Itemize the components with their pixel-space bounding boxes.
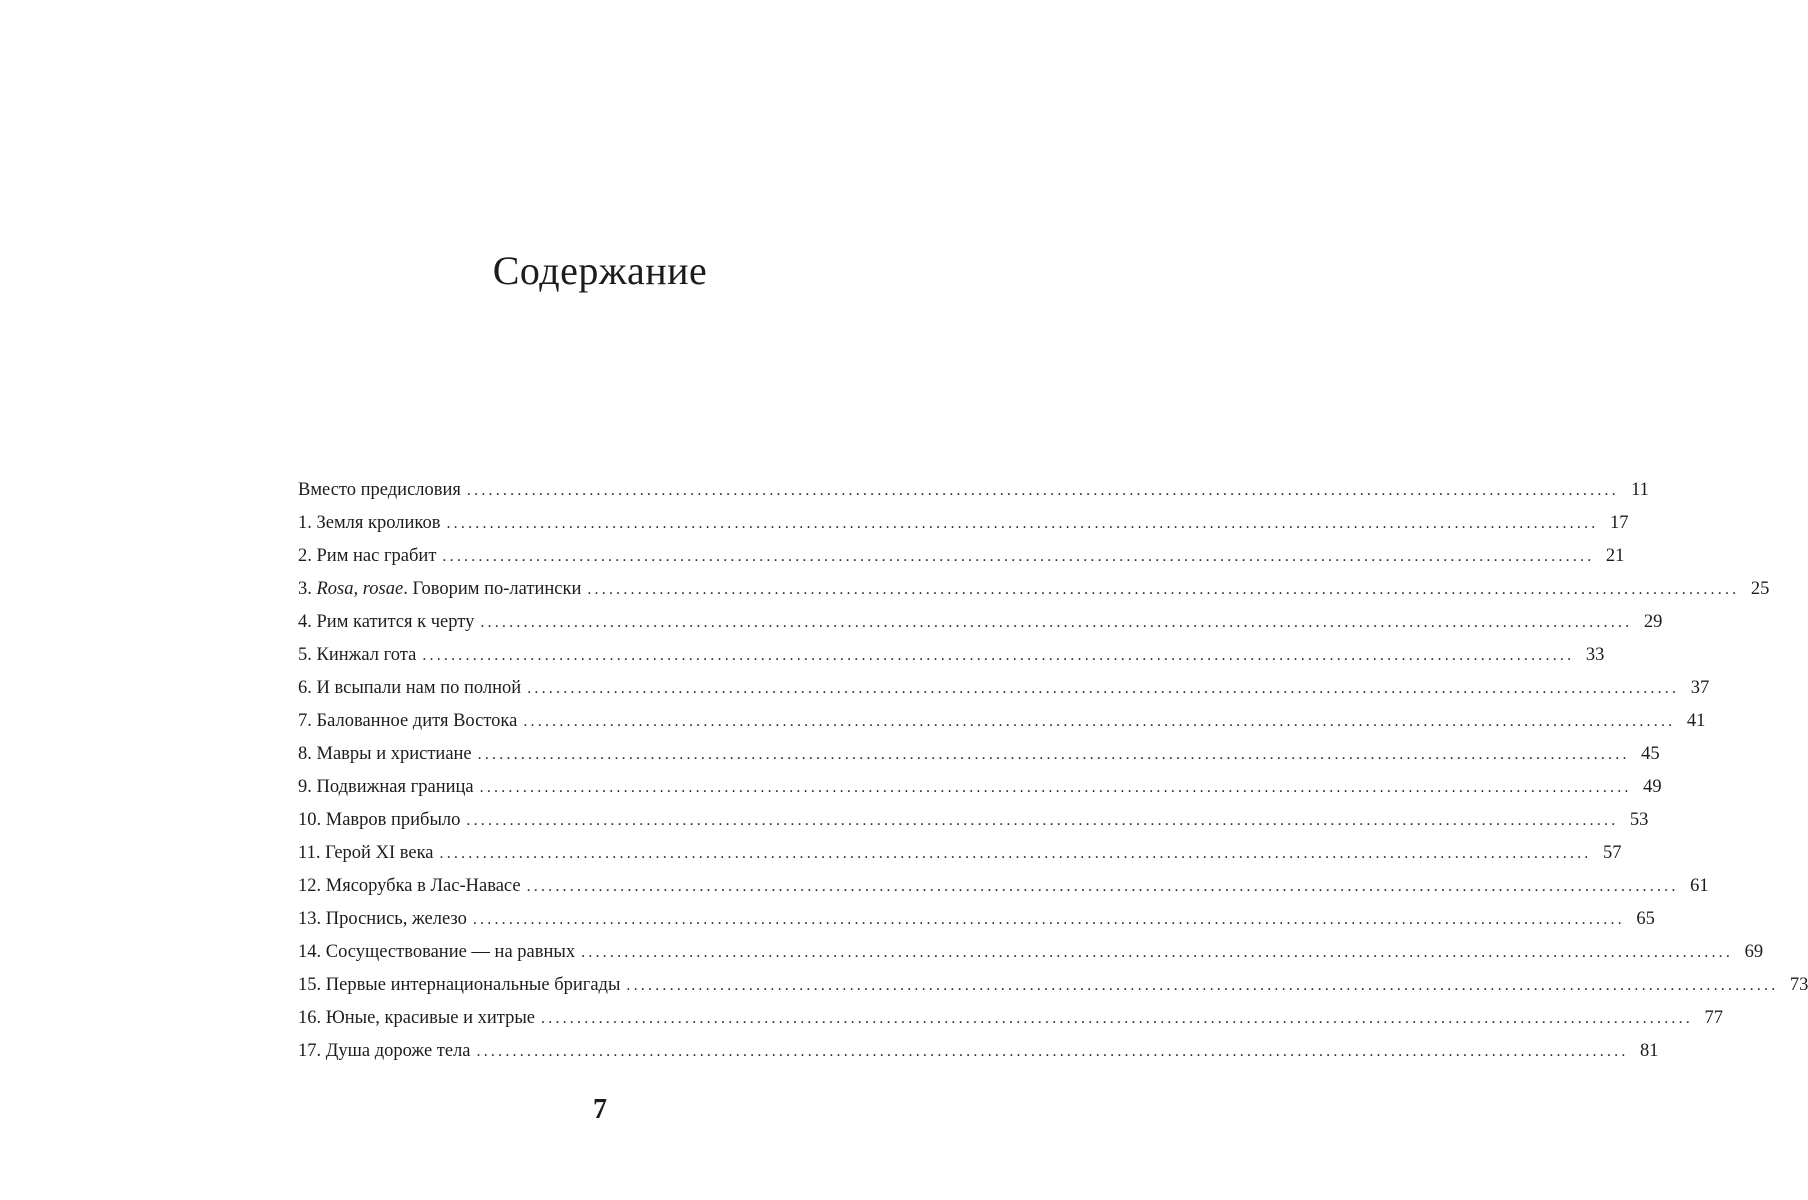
toc-entry xyxy=(298,969,1808,1002)
toc-dot-leader: ................................................................................................................................................................ xyxy=(527,680,1680,697)
toc-entry-page: 73 xyxy=(1789,975,1808,995)
toc-entry-title: 16. Юные, красивые и хитрые xyxy=(298,1008,535,1028)
toc-entry xyxy=(298,639,1605,672)
toc-dot-leader: ................................................................................................................................................................ xyxy=(472,911,1625,928)
toc-entry xyxy=(298,936,1764,969)
toc-entry-page: 69 xyxy=(1744,942,1764,962)
toc-entry xyxy=(298,474,1649,507)
toc-entry-title: 17. Душа дороже тела xyxy=(298,1041,471,1061)
toc-entry-title: 11. Герой XI века xyxy=(298,843,434,863)
toc-entry-page: 17 xyxy=(1609,513,1629,533)
toc-dot-leader: ................................................................................................................................................................ xyxy=(477,746,1630,763)
toc-entry-page: 65 xyxy=(1636,909,1655,929)
toc-entry xyxy=(298,804,1649,837)
toc-entry-page: 57 xyxy=(1603,843,1622,863)
toc-entry xyxy=(298,573,1770,606)
toc-dot-leader: ................................................................................................................................................................ xyxy=(480,614,1633,631)
toc-entry xyxy=(298,705,1706,738)
toc-entry-page: 49 xyxy=(1643,777,1662,797)
toc-entry-title: 1. Земля кроликов xyxy=(298,513,441,533)
toc-entry-page: 25 xyxy=(1750,579,1770,599)
page-title: Содержание xyxy=(492,248,708,293)
toc-entry-title-prefix: 3. xyxy=(298,579,317,599)
toc-entry-title: 2. Рим нас грабит xyxy=(298,546,437,566)
toc-dot-leader: ................................................................................................................................................................ xyxy=(479,779,1632,796)
toc-dot-leader: ................................................................................................................................................................ xyxy=(466,812,1619,829)
toc-entry-title xyxy=(298,573,587,606)
toc-entry-title-suffix: . Говорим по-латински xyxy=(403,579,582,599)
toc-entry xyxy=(298,1002,1723,1035)
toc-entry-title: 6. И всыпали нам по полной xyxy=(298,678,522,698)
toc-dot-leader: ................................................................................................................................................................ xyxy=(466,482,1619,499)
toc-dot-leader: ................................................................................................................................................................ xyxy=(476,1043,1629,1060)
toc-entry-title-italic: Rosa, rosae xyxy=(316,579,404,599)
toc-entry xyxy=(298,870,1709,903)
toc-entry xyxy=(298,903,1655,936)
toc-entry xyxy=(298,837,1622,870)
toc-entry-title: 10. Мавров прибыло xyxy=(298,810,461,830)
toc-entry xyxy=(298,738,1660,771)
toc-entry-title: 12. Мясорубка в Лас-Навасе xyxy=(298,876,521,896)
toc-entry-title: 8. Мавры и христиане xyxy=(298,744,472,764)
toc-entry-page: 41 xyxy=(1686,711,1706,731)
toc-entry-title: 4. Рим катится к черту xyxy=(298,612,475,632)
toc-dot-leader: ................................................................................................................................................................ xyxy=(626,977,1779,994)
toc-entry-title: 15. Первые интернациональные бригады xyxy=(298,975,621,995)
page-number: 7 xyxy=(593,1094,607,1125)
toc-dot-leader: ................................................................................................................................................................ xyxy=(587,581,1740,598)
toc-entry-page: 21 xyxy=(1605,546,1625,566)
toc-entry-page: 81 xyxy=(1640,1041,1659,1061)
toc-entry xyxy=(298,771,1662,804)
toc-dot-leader: ................................................................................................................................................................ xyxy=(523,713,1676,730)
table-of-contents xyxy=(298,474,1808,1068)
toc-entry-title: Вместо предисловия xyxy=(298,480,461,500)
toc-entry-title: 7. Балованное дитя Востока xyxy=(298,711,518,731)
toc-entry-title: 13. Проснись, железо xyxy=(298,909,467,929)
toc-entry-page: 77 xyxy=(1704,1008,1723,1028)
toc-entry xyxy=(298,606,1663,639)
toc-dot-leader: ................................................................................................................................................................ xyxy=(581,944,1734,961)
toc-dot-leader: ................................................................................................................................................................ xyxy=(442,548,1595,565)
toc-entry xyxy=(298,540,1625,573)
toc-dot-leader: ................................................................................................................................................................ xyxy=(439,845,1592,862)
toc-entry xyxy=(298,507,1629,540)
toc-entry xyxy=(298,672,1710,705)
toc-dot-leader: ................................................................................................................................................................ xyxy=(422,647,1575,664)
toc-entry-title: 14. Сосуществование — на равных xyxy=(298,942,576,962)
toc-dot-leader: ................................................................................................................................................................ xyxy=(526,878,1679,895)
toc-dot-leader: ................................................................................................................................................................ xyxy=(446,515,1599,532)
toc-entry-title: 5. Кинжал гота xyxy=(298,645,417,665)
toc-entry-page: 11 xyxy=(1631,480,1649,500)
toc-entry-page: 53 xyxy=(1629,810,1649,830)
toc-entry-title: 9. Подвижная граница xyxy=(298,777,474,797)
toc-entry-page: 61 xyxy=(1690,876,1709,896)
toc-entry-page: 37 xyxy=(1690,678,1710,698)
toc-dot-leader: ................................................................................................................................................................ xyxy=(541,1010,1693,1027)
toc-entry-page: 29 xyxy=(1643,612,1663,632)
toc-entry-page: 45 xyxy=(1641,744,1660,764)
toc-entry xyxy=(298,1035,1659,1068)
toc-entry-page: 33 xyxy=(1585,645,1605,665)
